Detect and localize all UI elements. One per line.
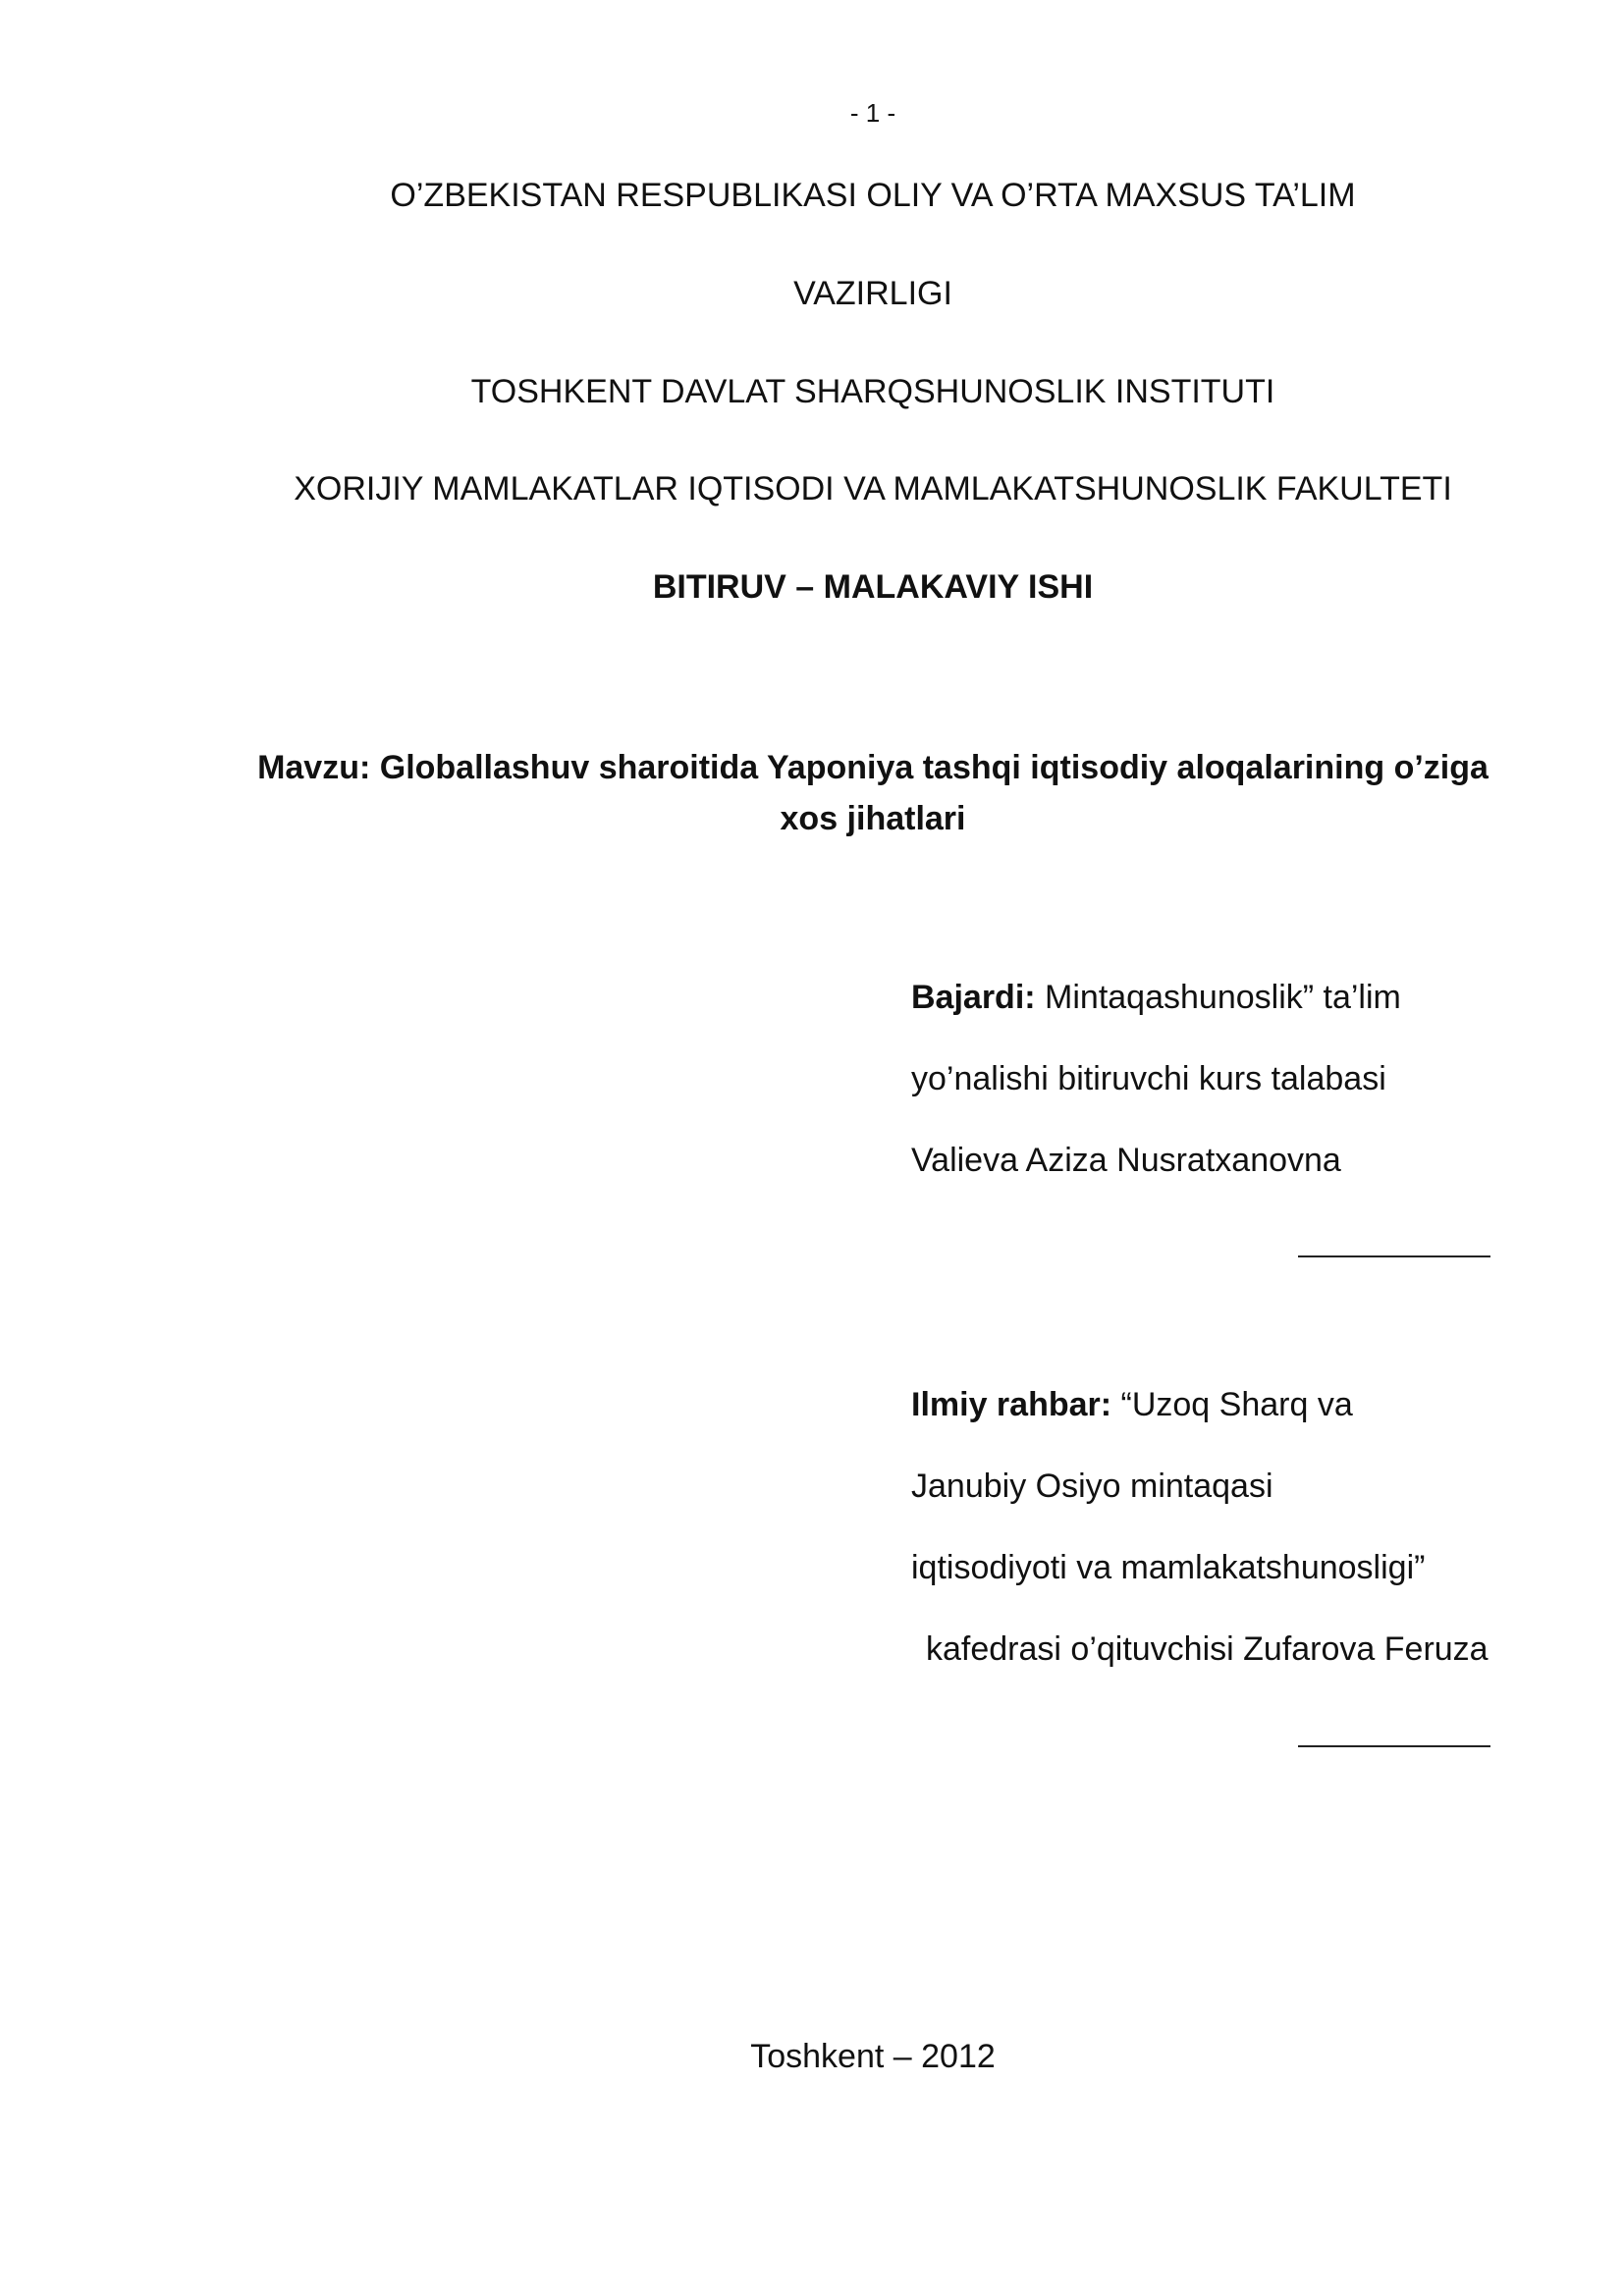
supervisor-signature-line: [1298, 1745, 1490, 1747]
supervisor-line-4: kafedrasi o’qituvchisi Zufarova Feruza: [926, 1630, 1489, 1668]
supervisor-line-1-text: “Uzoq Sharq va: [1111, 1386, 1353, 1423]
performer-line-2: yo’nalishi bitiruvchi kurs talabasi: [911, 1060, 1386, 1097]
work-type-title: BITIRUV – MALAKAVIY ISHI: [652, 568, 1094, 606]
supervisor-label: Ilmiy rahbar:: [911, 1386, 1112, 1423]
city-year: Toshkent – 2012: [750, 2038, 996, 2075]
topic-line-1: Mavzu: Globallashuv sharoitida Yaponiya tashqi iqtisodiy aloqalarining o’ziga: [257, 749, 1489, 786]
supervisor-line-3: iqtisodiyoti va mamlakatshunosligi”: [911, 1549, 1426, 1586]
supervisor-line-1: [911, 1384, 1540, 1425]
performer-line-1-text: Mintaqashunoslik” ta’lim: [1035, 979, 1401, 1016]
performer-signature-line: [1298, 1255, 1490, 1257]
ministry-line-2: VAZIRLIGI: [793, 275, 952, 312]
performer-name: Valieva Aziza Nusratxanovna: [911, 1142, 1341, 1179]
faculty-name: XORIJIY MAMLAKATLAR IQTISODI VA MAMLAKATSHUNOSLIK FAKULTETI: [294, 470, 1452, 507]
performer-line-1: [911, 977, 1540, 1018]
supervisor-line-2: Janubiy Osiyo mintaqasi: [911, 1468, 1273, 1505]
performer-label: Bajardi:: [911, 979, 1036, 1016]
page-number: - 1 -: [849, 98, 896, 128]
topic-line-2: xos jihatlari: [780, 800, 966, 837]
ministry-line-1: O’ZBEKISTAN RESPUBLIKASI OLIY VA O’RTA MAXSUS TA’LIM: [390, 177, 1356, 214]
institute-name: TOSHKENT DAVLAT SHARQSHUNOSLIK INSTITUTI: [470, 373, 1275, 410]
